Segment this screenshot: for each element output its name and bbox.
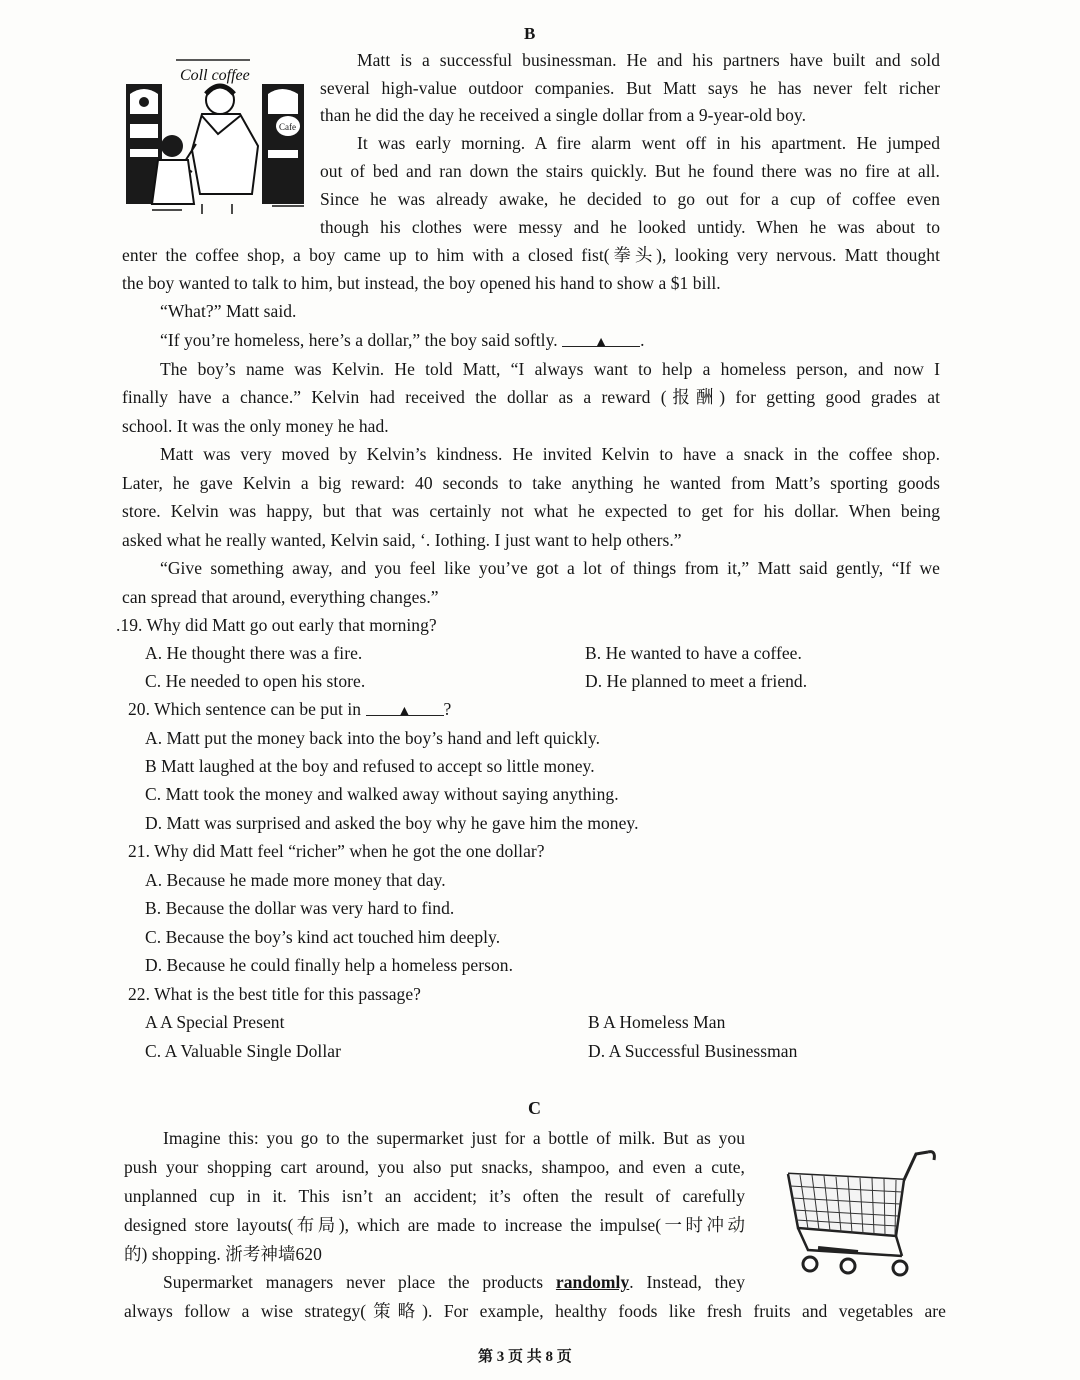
q20-stem-before: 20. Which sentence can be put in (128, 699, 362, 719)
passage-b-line-18: asked what he really wanted, Kelvin said, ‘. Iothing. I just want to help others.” (122, 530, 682, 550)
passage-c-line-6-after: . Instead, they (629, 1272, 745, 1292)
page-number-footer: 第 3 页 共 8 页 (478, 1349, 572, 1365)
passage-b-line-16: Later, he gave Kelvin a big reward: 40 seconds to take anything he wanted from Matt’s sporting goods (122, 473, 940, 493)
q21-option-b: B. Because the dollar was very hard to find. (145, 898, 455, 918)
passage-c-line-7: always follow a wise strategy(策略). For example, healthy foods like fresh fruits and vegetables are (124, 1301, 946, 1321)
q19-option-c: C. He needed to open his store. (145, 671, 366, 691)
passage-b-line-12: The boy’s name was Kelvin. He told Matt, “I always want to help a homeless person, and now I (160, 359, 940, 379)
passage-c-line-3: unplanned cup in it. This isn’t an accident; it’s often the result of carefully (124, 1186, 745, 1206)
passage-b-line-14: school. It was the only money he had. (122, 416, 389, 436)
passage-b-line-19: “Give something away, and you feel like you’ve got a lot of things from it,” Matt said gently, “If we (160, 558, 940, 578)
question-20-stem (128, 698, 451, 720)
passage-c-line-4: designed store layouts(布局), which are made to increase the impulse(一时冲动 (124, 1215, 745, 1235)
q20-option-c: C. Matt took the money and walked away without saying anything. (145, 784, 619, 804)
passage-b-line-3: than he did the day he received a single dollar from a 9-year-old boy. (320, 105, 806, 125)
q19-option-a: A. He thought there was a fire. (145, 643, 363, 663)
q22-option-a: A A Special Present (145, 1012, 285, 1032)
svg-text:Cafe: Cafe (279, 122, 296, 132)
passage-b-line-10: “What?” Matt said. (160, 301, 297, 321)
cafe-sign-text: Coll coffee (180, 67, 250, 84)
q21-option-d: D. Because he could finally help a homeless person. (145, 955, 513, 975)
passage-b-line-17: store. Kelvin was happy, but that was certainly not what he expected to get for his dollar. When being (122, 501, 940, 521)
q21-option-a: A. Because he made more money that day. (145, 870, 446, 890)
shopping-cart-icon (778, 1140, 940, 1282)
triangle-icon: ▲ (594, 335, 609, 350)
passage-b-line-4: It was early morning. A fire alarm went off in his apartment. He jumped (357, 133, 940, 153)
answer-blank (562, 329, 640, 350)
q20-blank (366, 698, 444, 719)
passage-b-line-7: though his clothes were messy and he looked untidy. When he was about to (320, 217, 940, 237)
blank-end-punct: . (640, 330, 645, 350)
passage-b-line-2: several high-value outdoor companies. But Matt says he has never felt richer (320, 78, 940, 98)
passage-c-line-6-before: Supermarket managers never place the products (163, 1272, 556, 1292)
passage-c-line-5: 的) shopping. 浙考神墙620 (124, 1244, 322, 1264)
q20-option-b: B Matt laughed at the boy and refused to accept so little money. (145, 756, 595, 776)
q22-option-c: C. A Valuable Single Dollar (145, 1041, 341, 1061)
passage-b-line-1: Matt is a successful businessman. He and his partners have built and sold (357, 50, 940, 70)
q21-option-c: C. Because the boy’s kind act touched him deeply. (145, 927, 501, 947)
passage-b-line-20: can spread that around, everything changes.” (122, 587, 439, 607)
passage-b-line-6: Since he was already awake, he decided to go out for a cup of coffee even (320, 189, 940, 209)
passage-b-line-11 (160, 329, 645, 351)
q19-option-d: D. He planned to meet a friend. (585, 671, 808, 691)
passage-b-line-13: finally have a chance.” Kelvin had received the dollar as a reward (报酬) for getting good grades at (122, 387, 940, 407)
passage-b-line-9: the boy wanted to talk to him, but instead, the boy opened his hand to show a $1 bill. (122, 273, 721, 293)
passage-b-line-11-text: “If you’re homeless, here’s a dollar,” the boy said softly. (160, 330, 558, 350)
q22-option-d: D. A Successful Businessman (588, 1041, 798, 1061)
q20-option-a: A. Matt put the money back into the boy’s hand and left quickly. (145, 728, 601, 748)
passage-c-line-1: Imagine this: you go to the supermarket just for a bottle of milk. But as you (163, 1128, 745, 1148)
section-c-heading: C (528, 1098, 541, 1118)
coffee-shop-illustration (122, 54, 308, 216)
passage-c-line-2: push your shopping cart around, you also put snacks, shampoo, and even a cute, (124, 1157, 745, 1177)
passage-c-line-6 (163, 1271, 745, 1293)
question-19-stem: .19. Why did Matt go out early that morning? (116, 615, 437, 635)
triangle-icon: ▲ (397, 704, 412, 719)
question-22-stem: 22. What is the best title for this passage? (128, 984, 421, 1004)
passage-b-line-8: enter the coffee shop, a boy came up to him with a closed fist(拳头), looking very nervous. Matt thought (122, 245, 940, 265)
q20-option-d: D. Matt was surprised and asked the boy why he gave him the money. (145, 813, 639, 833)
passage-b-line-15: Matt was very moved by Kelvin’s kindness. He invited Kelvin to have a snack in the coffee shop. (160, 444, 940, 464)
section-b-heading: B (524, 24, 536, 43)
underlined-word: randomly (555, 1272, 630, 1292)
passage-b-line-5: out of bed and ran down the stairs quickly. But he found there was no fire at all. (320, 161, 940, 181)
q22-option-b: B A Homeless Man (588, 1012, 726, 1032)
q20-stem-after: ? (443, 699, 452, 719)
question-21-stem: 21. Why did Matt feel “richer” when he got the one dollar? (128, 841, 545, 861)
q19-option-b: B. He wanted to have a coffee. (585, 643, 802, 663)
